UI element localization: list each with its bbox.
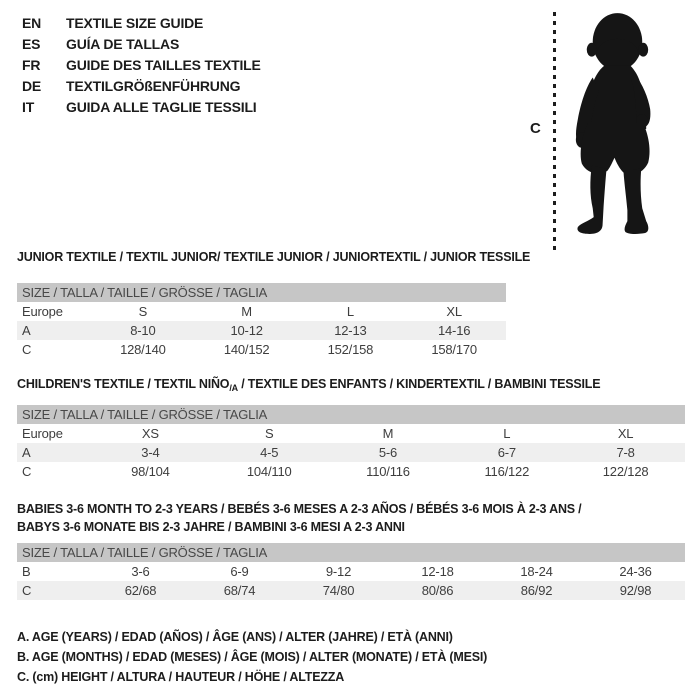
- language-code: EN: [22, 15, 42, 31]
- footnote-b: B. AGE (MONTHS) / EDAD (MESES) / ÂGE (MOIS) / ALTER (MONATE) / ETÀ (MESI): [17, 650, 488, 664]
- language-row-it: [22, 97, 261, 118]
- language-row-es: [22, 34, 261, 55]
- table-cell: 104/110: [246, 464, 292, 479]
- table-cell: M: [382, 426, 394, 441]
- table-cell: 12-13: [334, 323, 367, 338]
- table-cell: S: [264, 426, 274, 441]
- language-label: GUIDE DES TAILLES TEXTILE: [66, 57, 261, 73]
- babies-section-title: [17, 500, 597, 536]
- table-cell: 6-9: [230, 564, 249, 579]
- table-cell: 5-6: [378, 445, 398, 460]
- table-cell: 98/104: [131, 464, 170, 479]
- table-row: [17, 443, 685, 462]
- table-row: [17, 321, 506, 340]
- footnote-c: C. (cm) HEIGHT / ALTURA / HAUTEUR / HÖHE / ALTEZZA: [17, 670, 345, 684]
- children-title-post: / TEXTILE DES ENFANTS / KINDERTEXTIL / BAMBINI TESSILE: [237, 377, 601, 391]
- babies-size-table: [17, 543, 685, 600]
- babies-title-line1: BABIES 3-6 MONTH TO 2-3 YEARS / BEBÉS 3-6 MESES A 2-3 AÑOS / BÉBÉS 3-6 MOIS À 2-3 ANS /: [17, 502, 582, 516]
- table-cell: 74/80: [322, 583, 355, 598]
- language-list: [22, 13, 261, 118]
- table-cell: 6-7: [497, 445, 516, 460]
- table-cell: 158/170: [431, 342, 477, 357]
- row-label: Europe: [22, 304, 63, 319]
- language-label: TEXTILGRÖßENFÜHRUNG: [66, 78, 241, 94]
- table-cell: 116/122: [484, 464, 530, 479]
- table-cell: 152/158: [327, 342, 374, 357]
- table-cell: XS: [141, 426, 159, 441]
- table-cell: 92/98: [619, 583, 652, 598]
- table-cell: 4-5: [260, 445, 279, 460]
- row-label: C: [22, 583, 32, 598]
- junior-size-table: [17, 283, 506, 359]
- table-cell: 14-16: [438, 323, 471, 338]
- table-cell: 86/92: [520, 583, 553, 598]
- table-cell: 128/140: [120, 342, 166, 357]
- row-label: B: [22, 564, 31, 579]
- table-row: [17, 302, 506, 321]
- junior-section-title: JUNIOR TEXTILE / TEXTIL JUNIOR/ TEXTILE JUNIOR / JUNIORTEXTIL / JUNIOR TESSILE: [17, 250, 531, 264]
- table-cell: 18-24: [520, 564, 553, 579]
- language-row-en: [22, 13, 261, 34]
- row-label: C: [22, 464, 32, 479]
- table-cell: 10-12: [230, 323, 263, 338]
- children-size-table: [17, 405, 685, 481]
- table-row: [17, 581, 685, 600]
- language-code: ES: [22, 36, 41, 52]
- height-measure-label: C: [530, 120, 541, 137]
- language-code: FR: [22, 57, 41, 73]
- table-cell: 12-18: [421, 564, 454, 579]
- table-cell: 122/128: [602, 464, 649, 479]
- table-header: SIZE / TALLA / TAILLE / GRÖSSE / TAGLIA: [17, 283, 506, 302]
- children-title-subscript: /A: [229, 383, 238, 393]
- table-row: [17, 562, 685, 581]
- table-cell: XL: [617, 426, 634, 441]
- table-row: [17, 462, 685, 481]
- table-cell: M: [241, 304, 252, 319]
- table-cell: 3-4: [141, 445, 160, 460]
- height-measurement-figure: [528, 8, 693, 253]
- footnote-a: A. AGE (YEARS) / EDAD (AÑOS) / ÂGE (ANS) / ALTER (JAHRE) / ETÀ (ANNI): [17, 630, 453, 644]
- row-label: C: [22, 342, 32, 357]
- height-measure-dashed-line: [553, 12, 556, 252]
- table-cell: 68/74: [223, 583, 256, 598]
- table-row: [17, 340, 506, 359]
- row-label: A: [22, 323, 31, 338]
- row-label: A: [22, 445, 31, 460]
- table-cell: XL: [446, 304, 462, 319]
- language-code: IT: [22, 99, 35, 115]
- language-label: TEXTILE SIZE GUIDE: [66, 15, 204, 31]
- table-cell: 110/116: [366, 464, 410, 479]
- language-code: DE: [22, 78, 42, 94]
- children-section-title: [17, 377, 600, 393]
- table-cell: 8-10: [130, 323, 156, 338]
- language-row-fr: [22, 55, 261, 76]
- table-cell: 80/86: [421, 583, 454, 598]
- table-cell: 7-8: [616, 445, 635, 460]
- footnotes: [17, 627, 487, 687]
- children-title-pre: CHILDREN'S TEXTILE / TEXTIL NIÑO: [17, 377, 230, 391]
- table-cell: 140/152: [223, 342, 270, 357]
- table-cell: L: [346, 304, 354, 319]
- table-header: SIZE / TALLA / TAILLE / GRÖSSE / TAGLIA: [17, 405, 685, 424]
- table-cell: 9-12: [325, 564, 352, 579]
- table-cell: 62/68: [124, 583, 157, 598]
- language-row-de: [22, 76, 261, 97]
- table-cell: S: [138, 304, 148, 319]
- babies-title-line2: BABYS 3-6 MONATE BIS 2-3 JAHRE / BAMBINI 3-6 MESI A 2-3 ANNI: [17, 520, 405, 534]
- language-label: GUIDA ALLE TAGLIE TESSILI: [66, 99, 257, 115]
- table-row: [17, 424, 685, 443]
- table-header: SIZE / TALLA / TAILLE / GRÖSSE / TAGLIA: [17, 543, 685, 562]
- table-cell: 24-36: [619, 564, 652, 579]
- toddler-silhouette-icon: [563, 10, 667, 242]
- table-cell: 3-6: [131, 564, 150, 579]
- row-label: Europe: [22, 426, 63, 441]
- language-label: GUÍA DE TALLAS: [66, 36, 180, 52]
- table-cell: L: [503, 426, 511, 441]
